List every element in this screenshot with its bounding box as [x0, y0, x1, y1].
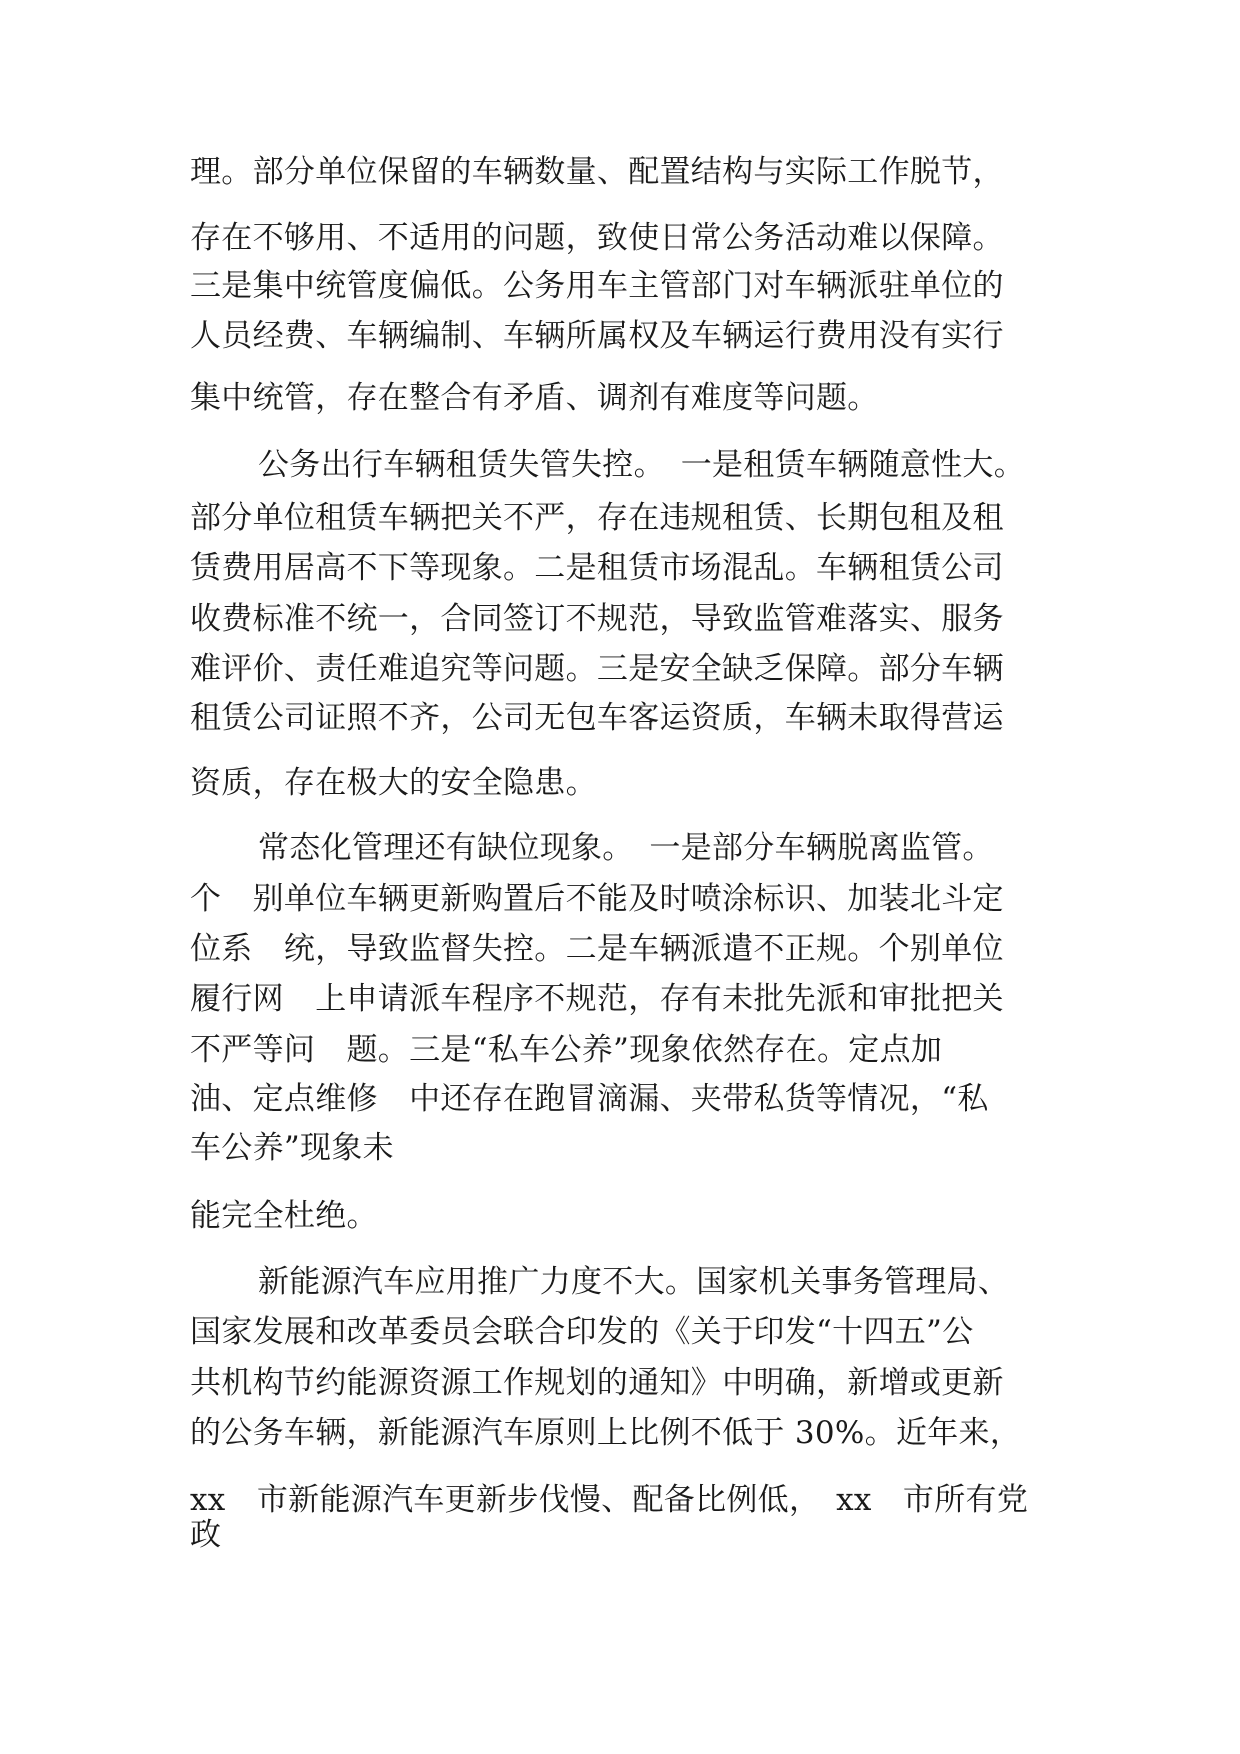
text-line: 赁费用居高不下等现象。二是租赁市场混乱。车辆租赁公司	[190, 550, 1004, 586]
text-line: 国家发展和改革委员会联合印发的《关于印发“十四五”公	[190, 1314, 974, 1350]
paragraph-heading-line: 公务出行车辆租赁失管失控。 一是租赁车辆随意性大。	[258, 447, 1025, 483]
text-line: 共机构节约能源资源工作规划的通知》中明确，新增或更新	[190, 1365, 1004, 1401]
text-line: 能完全杜绝。	[190, 1198, 378, 1234]
paragraph-heading-line: 新能源汽车应用推广力度不大。国家机关事务管理局、	[258, 1264, 1010, 1300]
paragraph-heading-line: 常态化管理还有缺位现象。 一是部分车辆脱离监管。	[258, 830, 994, 866]
text-line: 三是集中统管度偏低。公务用车主管部门对车辆派驻单位的	[190, 268, 1004, 304]
text-line: 租赁公司证照不齐，公司无包车客运资质，车辆未取得营运	[190, 700, 1004, 736]
text-line: 不严等问 题。三是“私车公养”现象依然存在。定点加	[190, 1032, 943, 1068]
text-line: 车公养”现象未	[190, 1130, 394, 1166]
text-line: 资质，存在极大的安全隐患。	[190, 765, 597, 801]
text-line: 集中统管，存在整合有矛盾、调剂有难度等问题。	[190, 380, 879, 416]
text-line: 部分单位租赁车辆把关不严，存在违规租赁、长期包租及租	[190, 500, 1004, 536]
text-line: 个 别单位车辆更新购置后不能及时喷涂标识、加装北斗定	[190, 881, 1004, 917]
text-line: 存在不够用、不适用的问题，致使日常公务活动难以保障。	[190, 220, 1004, 256]
text-line: 政	[190, 1517, 222, 1553]
text-line: 收费标准不统一，合同签订不规范，导致监管难落实、服务	[190, 601, 1004, 637]
text-line: xx 市新能源汽车更新步伐慢、配备比例低， xx 市所有党	[190, 1482, 1029, 1518]
text-line: 履行网 上申请派车程序不规范，存有未批先派和审批把关	[190, 981, 1004, 1017]
text-line: 位系 统，导致监督失控。二是车辆派遣不正规。个别单位	[190, 931, 1004, 967]
text-line: 的公务车辆，新能源汽车原则上比例不低于 30%。近年来，	[190, 1415, 1022, 1451]
text-line: 难评价、责任难追究等问题。三是安全缺乏保障。部分车辆	[190, 651, 1004, 687]
text-line: 油、定点维修 中还存在跑冒滴漏、夹带私货等情况，“私	[190, 1081, 989, 1117]
text-line: 理。部分单位保留的车辆数量、配置结构与实际工作脱节，	[190, 154, 1004, 190]
text-line: 人员经费、车辆编制、车辆所属权及车辆运行费用没有实行	[190, 318, 1004, 354]
